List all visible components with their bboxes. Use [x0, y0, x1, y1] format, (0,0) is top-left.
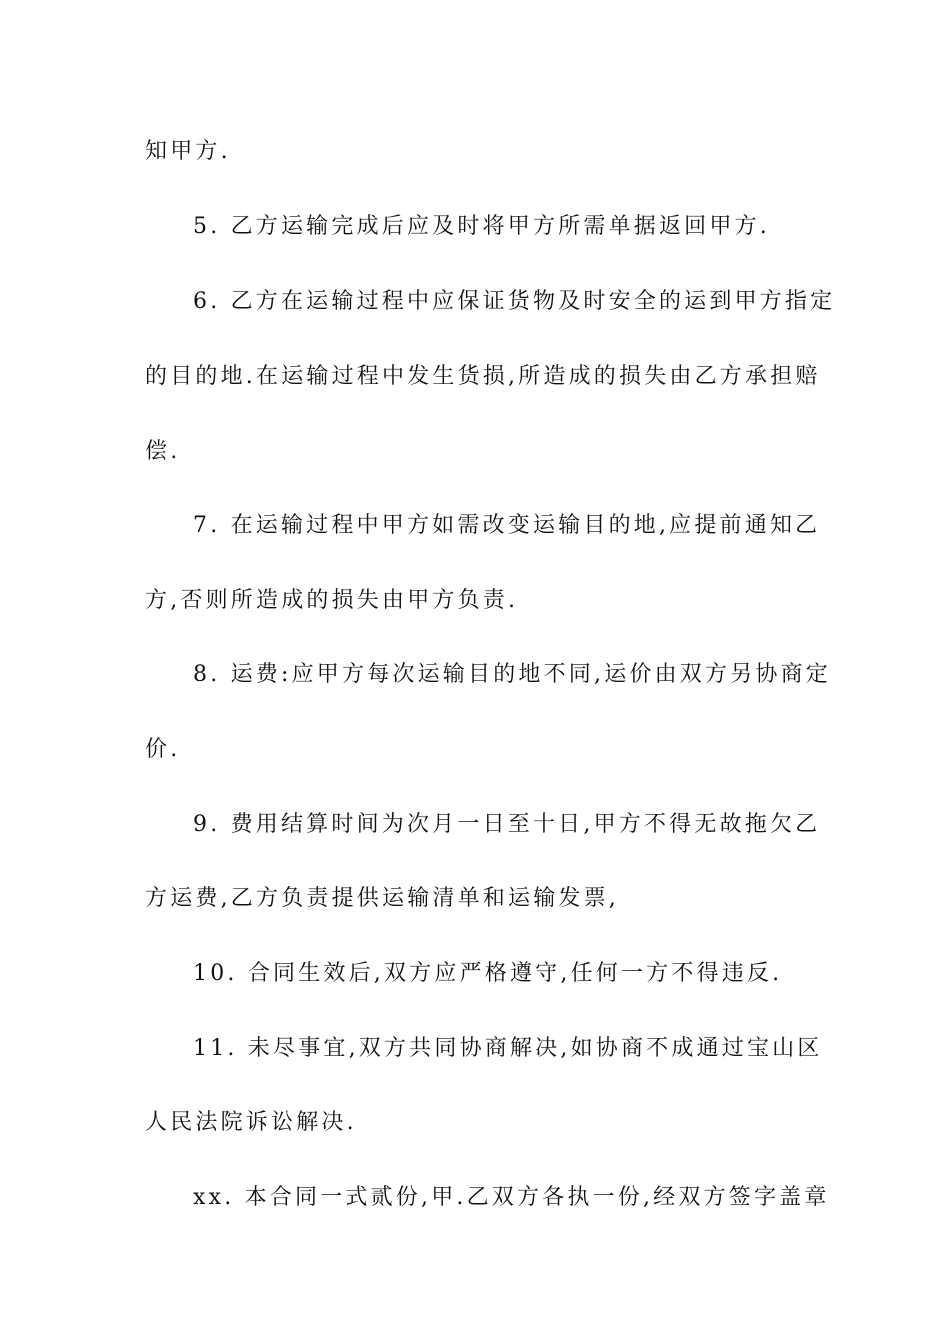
clause-6: 6. 乙方在运输过程中应保证货物及时安全的运到甲方指定	[193, 289, 836, 314]
clause-10: 10. 合同生效后,双方应严格遵守,任何一方不得违反.	[193, 961, 783, 986]
text-line: 价.	[145, 737, 181, 762]
clause-11: 11. 未尽事宜,双方共同协商解决,如协商不成通过宝山区	[193, 1036, 823, 1061]
clause-9: 9. 费用结算时间为次月一日至十日,甲方不得无故拖欠乙	[193, 812, 821, 837]
text-line: 人民法院诉讼解决.	[145, 1110, 357, 1135]
clause-7: 7. 在运输过程中甲方如需改变运输目的地,应提前通知乙	[193, 513, 821, 538]
clause-8: 8. 运费:应甲方每次运输目的地不同,运价由双方另协商定	[193, 662, 831, 687]
text-line: 方,否则所造成的损失由甲方负责.	[145, 588, 519, 613]
clause-5: 5. 乙方运输完成后应及时将甲方所需单据返回甲方.	[193, 214, 770, 239]
text-line: 知甲方.	[145, 139, 231, 164]
clause-xx: xx. 本合同一式贰份,甲.乙双方各执一份,经双方签字盖章	[193, 1185, 830, 1210]
text-line: 偿.	[145, 439, 181, 464]
text-line: 的目的地.在运输过程中发生货损,所造成的损失由乙方承担赔	[145, 364, 821, 389]
text-line: 方运费,乙方负责提供运输清单和运输发票,	[145, 886, 619, 911]
